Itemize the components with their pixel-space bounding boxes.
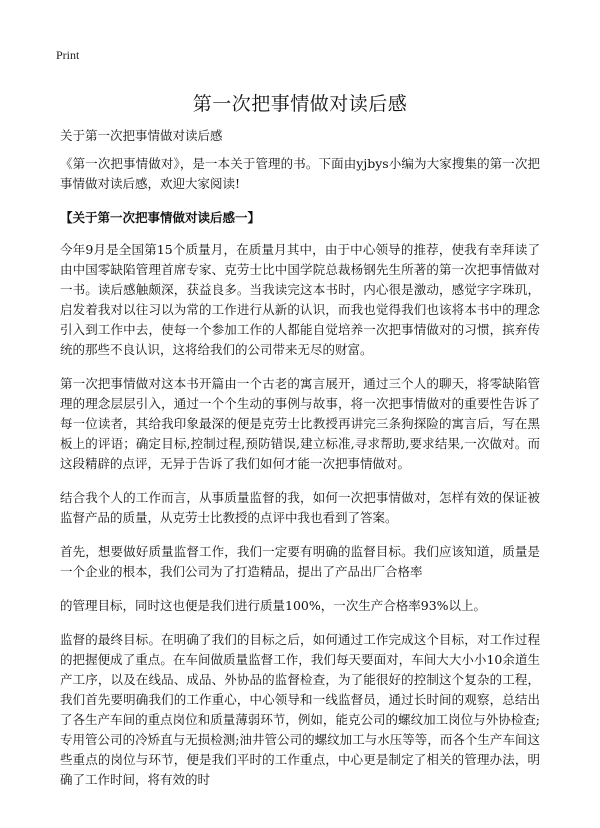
body-paragraph-2: 第一次把事情做对这本书开篇由一个古老的寓言展开，通过三个人的聊天，将零缺陷管理的理念层层引入，通过一个个生动的事例与故事，将一次把事情做对的重要性告诉了每一位读者，其给我印象最深的便是克劳士比教授再讲完三条狗探险的寓言后，写在黑板上的评语；确定目标,控制过程,预防错误,建立标准,寻求帮助,要求结果,一次做对。而这段精辟的点评，无异于告诉了我们如何才能一次把事情做对。 [60, 376, 540, 471]
body-paragraph-4: 首先，想要做好质量监督工作，我们一定要有明确的监督目标。我们应该知道，质量是一个企业的根本，我们公司为了打造精品，提出了产品出厂合格率 [60, 544, 540, 579]
body-paragraph-1: 今年9月是全国第15个质量月，在质量月其中，由于中心领导的推荐，使我有幸拜读了由中国零缺陷管理首席专家、克劳士比中国学院总裁杨钢先生所著的第一次把事情做对一书。读后感触颇深，获益良多。当我读完这本书时，内心很是激动，感觉字字珠玑，启发着我对以往习以为常的工作进行从新的认识，而我也觉得我们也该将本书中的理念引入到工作中去，使每一个参加工作的人都能自觉培养一次把事情做对的习惯，摈弃传统的那些不良认识，这将给我们的公司带来无尽的财富。 [60, 242, 540, 357]
section-heading: 【关于第一次把事情做对读后感一】 [60, 210, 261, 225]
print-link[interactable]: Print [56, 48, 80, 62]
body-paragraph-5: 的管理目标，同时这也便是我们进行质量100%，一次生产合格率93%以上。 [60, 598, 487, 613]
body-paragraph-6: 监督的最终目标。在明确了我们的目标之后，如何通过工作完成这个目标，对工作过程的把握便成了重点。在车间做质量监督工作，我们每天要面对，车间大大小小10余道生产工序，以及在线品、成品、外协品的监督检查，为了能很好的控制这个复杂的工程，我们首先要明确我们的工作重心，中心领导和一线监督员，通过长时间的观察，总结出了各生产车间的重点岗位和质量薄弱环节，例如，能克公司的螺纹加工岗位与外协检查;专用管公司的冷矫直与无损检测;油井管公司的螺纹加工与水压等等，而各个生产车间这些重点的岗位与环节，便是我们平时的工作重点，中心更是制定了相关的管理办法，明确了工作时间，将有效的时 [60, 632, 540, 787]
page-title: 第一次把事情做对读后感 [192, 93, 408, 115]
document-subtitle: 关于第一次把事情做对读后感 [60, 128, 223, 143]
body-paragraph-3: 结合我个人的工作而言，从事质量监督的我，如何一次把事情做对，怎样有效的保证被监督产品的质量，从克劳士比教授的点评中我也看到了答案。 [60, 490, 540, 525]
intro-paragraph: 《第一次把事情做对》，是一本关于管理的书。下面由yjbys小编为大家搜集的第一次把事情做对读后感，欢迎大家阅读! [60, 156, 540, 191]
